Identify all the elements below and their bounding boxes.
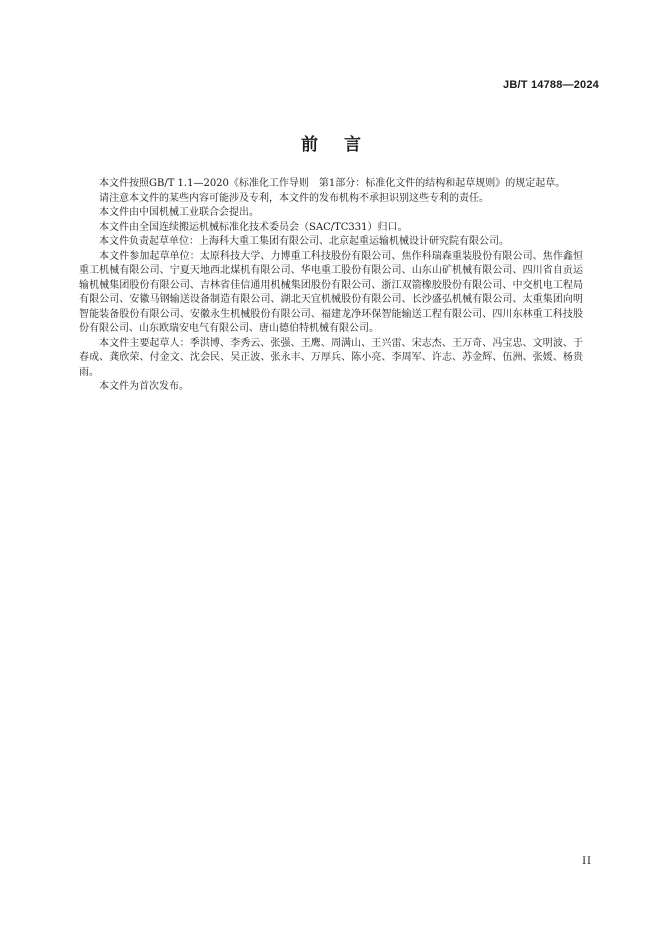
paragraph-main-drafters: 本文件主要起草人：季洪博、李秀云、张强、王鹰、周满山、王兴雷、宋志杰、王万奇、冯宝忠、文明波、于春成、龚欣荣、付金文、沈会民、吴正波、张永丰、万厚兵、陈小亮、李周军、许志、苏金辉、伍洲、张媛、杨贵雨。 [79, 337, 583, 378]
paragraph-drafting-rules: 本文件按照GB/T 1.1—2020《标准化工作导则 第1部分：标准化文件的结构和起草规则》的规定起草。 [99, 178, 566, 189]
paragraph-patent-notice: 请注意本文件的某些内容可能涉及专利，本文件的发布机构不承担识别这些专利的责任。 [99, 192, 489, 204]
foreword-body [79, 177, 583, 395]
standard-number: JB/T 14788—2024 [503, 79, 599, 91]
paragraph-participating-drafters: 本文件参加起草单位：太原科技大学、力博重工科技股份有限公司、焦作科瑞森重装股份有限公司、焦作鑫恒重工机械有限公司、宁夏天地西北煤机有限公司、华电重工股份有限公司、山东山矿机械有限公司、四川省自贡运输机械集团股份有限公司、吉林省佳信通用机械集团股份有限公司、浙江双箭橡胶股份有限公司、中交机电工程局有限公司、安徽马钢输送设备制造有限公司、湖北天宜机械股份有限公司、长沙盛弘机械有限公司、太重集团向明智能装备股份有限公司、安徽永生机械股份有限公司、福建龙净环保智能输送工程有限公司、四川东林重工科技股份有限公司、山东欧瑞安电气有限公司、唐山德伯特机械有限公司。 [79, 250, 583, 334]
paragraph-proposed-by: 本文件由中国机械工业联合会提出。 [99, 207, 259, 218]
paragraph-responsible-drafters: 本文件负责起草单位：上海科大重工集团有限公司、北京起重运输机械设计研究院有限公司。 [99, 236, 509, 247]
paragraph-first-release: 本文件为首次发布。 [99, 381, 189, 392]
paragraph-under-jurisdiction: 本文件由全国连续搬运机械标准化技术委员会（SAC/TC331）归口。 [99, 221, 408, 233]
page-title: 前言 [301, 135, 387, 155]
page-number: II [582, 856, 592, 867]
